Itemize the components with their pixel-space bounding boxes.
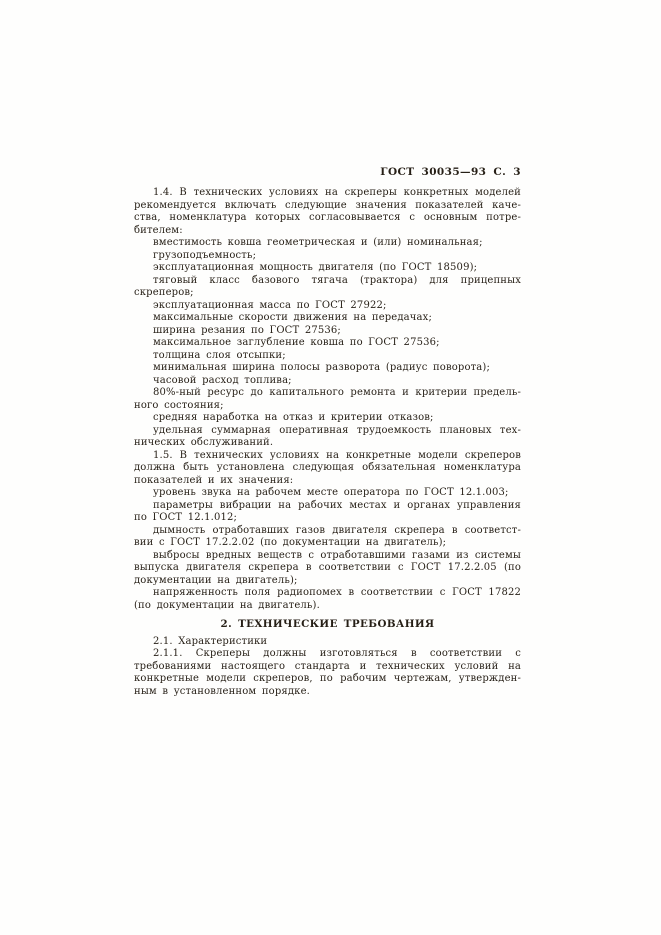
paragraph-1-5 <box>134 450 521 488</box>
list-item-line: ного состояния; <box>134 399 224 411</box>
list-item-line: толщина слоя отсыпки; <box>153 349 286 361</box>
list-item-line: по ГОСТ 12.1.012; <box>134 512 238 523</box>
text-line: рекомендуется включать следующие значения показателей каче- <box>134 199 521 211</box>
list-item-line: скреперов; <box>134 287 194 298</box>
paragraph-2-1: 2.1. Характеристики <box>153 635 268 647</box>
text-line: бителем: <box>134 224 183 236</box>
list-item-line: тяговый класс базового тягача (трактора) для прицепных <box>153 274 521 286</box>
list-item-line: средняя наработка на отказ и критерии отказов; <box>153 412 434 423</box>
list-item-line: выбросы вредных веществ с отработавшими газами из системы <box>153 549 521 561</box>
text-line: должна быть установлена следующая обязательная номенклатура <box>134 462 521 473</box>
list-item-line: 80%-ный ресурс до капитального ремонта и критерии предель- <box>153 387 521 398</box>
list-item-line: ширина резания по ГОСТ 27536; <box>153 324 341 336</box>
list-item-line: минимальная ширина полосы разворота (радиус поворота); <box>153 362 490 373</box>
list-item-line: уровень звука на рабочем месте оператора по ГОСТ 12.1.003; <box>153 487 509 498</box>
list-item-line: документации на двигатель); <box>134 574 298 586</box>
list-item-line: эксплуатационная масса по ГОСТ 27922; <box>153 299 387 311</box>
list-item-line: часовой расход топлива; <box>153 374 292 386</box>
text-column <box>134 187 521 698</box>
running-head: ГОСТ 30035—93 С. 3 <box>380 166 521 178</box>
paragraph-2-1-1 <box>134 648 521 698</box>
list-1-5 <box>134 487 521 612</box>
text-line: конкретные модели скреперов, по рабочим чертежам, утвержден- <box>134 673 521 684</box>
text-line: ным в установленном порядке. <box>134 685 310 697</box>
list-item-line: удельная суммарная оперативная трудоемкость плановых тех- <box>153 424 521 436</box>
list-item-line: параметры вибрации на рабочих местах и органах управления <box>153 499 521 511</box>
text-line: 2.1.1. Скреперы должны изготовляться в соответствии с <box>153 648 521 659</box>
list-item-line: эксплуатационная мощность двигателя (по ГОСТ 18509); <box>153 262 478 273</box>
paragraph-1-4 <box>134 187 521 237</box>
list-item-line: максимальное заглубление ковша по ГОСТ 27536; <box>153 337 440 348</box>
list-item-line: нических обслуживаний. <box>134 437 274 448</box>
text-line: ства, номенклатура которых согласовывается с основным потре- <box>134 212 521 223</box>
list-item-line: дымность отработавших газов двигателя скрепера в соответст- <box>153 524 521 536</box>
text-line: требованиями настоящего стандарта и технических условий на <box>134 660 521 672</box>
list-item-line: вместимость ковша геометрическая и (или) номинальная; <box>153 237 483 248</box>
list-item-line: вии с ГОСТ 17.2.2.02 (по документации на двигатель); <box>134 537 447 548</box>
section-heading: 2. ТЕХНИЧЕСКИЕ ТРЕБОВАНИЯ <box>220 618 435 630</box>
list-item-line: выпуска двигателя скрепера в соответствии с ГОСТ 17.2.2.05 (по <box>134 562 521 573</box>
text-line: 1.5. В технических условиях на конкретные модели скреперов <box>153 449 521 461</box>
text-line: 1.4. В технических условиях на скреперы конкретных моделей <box>153 187 521 198</box>
list-item-line: грузоподъемность; <box>153 249 257 261</box>
text-line: показателей и их значения: <box>134 474 294 486</box>
list-item-line: напряженность поля радиопомех в соответствии с ГОСТ 17822 <box>153 587 521 598</box>
list-1-4 <box>134 237 521 450</box>
list-item-line: (по документации на двигатель). <box>134 599 320 611</box>
list-item-line: максимальные скорости движения на передачах; <box>153 312 432 323</box>
